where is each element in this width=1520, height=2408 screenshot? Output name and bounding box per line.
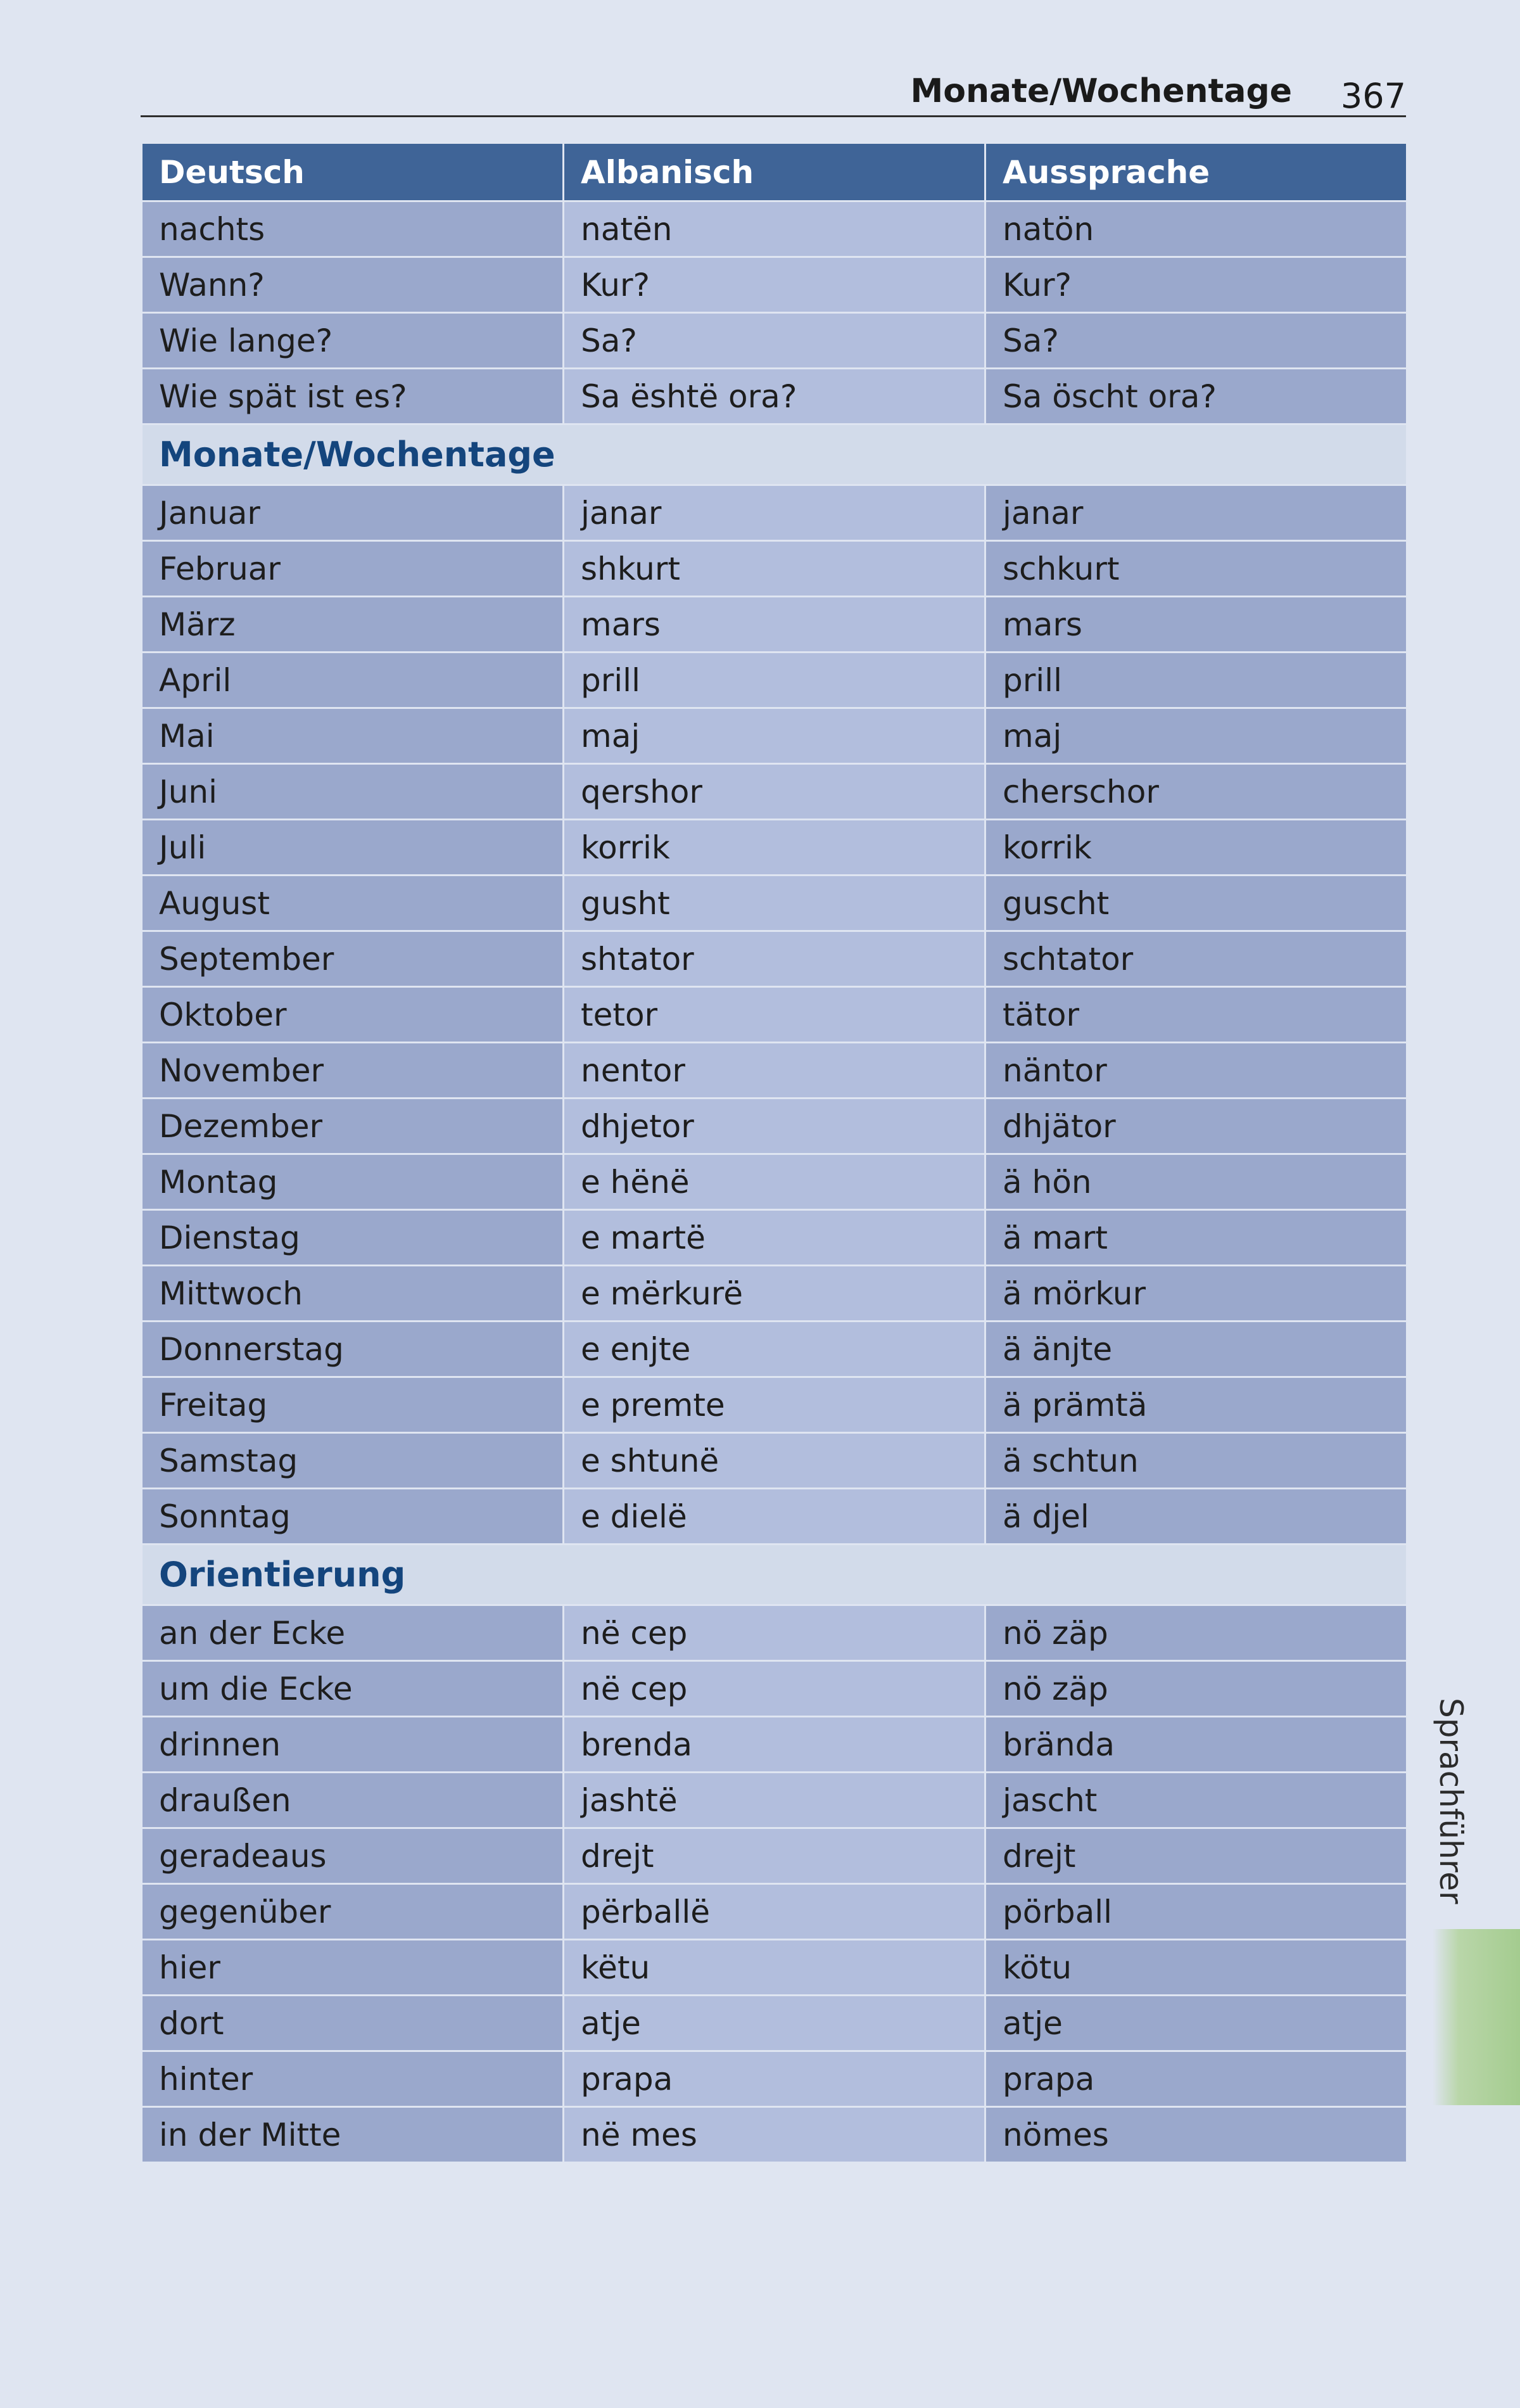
table-row	[142, 1828, 1407, 1884]
cell-albanian: këtu	[564, 1940, 985, 1996]
table-row	[142, 1322, 1407, 1377]
cell-albanian: shtator	[564, 931, 985, 987]
cell-pronunciation: atje	[985, 1996, 1407, 2051]
cell-albanian: në cep	[564, 1605, 985, 1661]
cell-german: Oktober	[142, 987, 564, 1043]
cell-albanian: nentor	[564, 1043, 985, 1099]
cell-albanian: e dielë	[564, 1489, 985, 1545]
cell-albanian: jashtë	[564, 1773, 985, 1828]
cell-german: Mai	[142, 708, 564, 764]
table-row	[142, 2051, 1407, 2107]
table-row	[142, 931, 1407, 987]
running-title: Monate/Wochentage	[910, 72, 1292, 110]
table-header-row	[142, 143, 1407, 201]
cell-german: Samstag	[142, 1433, 564, 1489]
cell-pronunciation: nö zäp	[985, 1605, 1407, 1661]
cell-german: Januar	[142, 485, 564, 541]
cell-pronunciation: ä djel	[985, 1489, 1407, 1545]
cell-german: dort	[142, 1996, 564, 2051]
cell-german: hinter	[142, 2051, 564, 2107]
cell-german: November	[142, 1043, 564, 1099]
cell-pronunciation: brända	[985, 1717, 1407, 1773]
cell-pronunciation: kötu	[985, 1940, 1407, 1996]
cell-pronunciation: näntor	[985, 1043, 1407, 1099]
cell-albanian: e hënë	[564, 1154, 985, 1210]
table-row	[142, 708, 1407, 764]
cell-albanian: Sa është ora?	[564, 369, 985, 424]
table-row	[142, 1377, 1407, 1433]
cell-german: Donnerstag	[142, 1322, 564, 1377]
table-row	[142, 1884, 1407, 1940]
cell-pronunciation: nö zäp	[985, 1661, 1407, 1717]
cell-albanian: mars	[564, 597, 985, 653]
table-row	[142, 485, 1407, 541]
cell-pronunciation: Sa öscht ora?	[985, 369, 1407, 424]
cell-pronunciation: dhjätor	[985, 1099, 1407, 1154]
cell-pronunciation: prill	[985, 653, 1407, 708]
table-row	[142, 820, 1407, 876]
table-row	[142, 876, 1407, 931]
cell-pronunciation: guscht	[985, 876, 1407, 931]
table-row	[142, 1433, 1407, 1489]
cell-german: Freitag	[142, 1377, 564, 1433]
table-row	[142, 1043, 1407, 1099]
cell-pronunciation: drejt	[985, 1828, 1407, 1884]
cell-german: März	[142, 597, 564, 653]
cell-german: um die Ecke	[142, 1661, 564, 1717]
cell-albanian: e martë	[564, 1210, 985, 1266]
column-header-albanisch: Albanisch	[564, 143, 985, 201]
cell-albanian: përballë	[564, 1884, 985, 1940]
table-row	[142, 1266, 1407, 1322]
cell-german: August	[142, 876, 564, 931]
cell-german: Sonntag	[142, 1489, 564, 1545]
cell-albanian: gusht	[564, 876, 985, 931]
cell-pronunciation: cherschor	[985, 764, 1407, 820]
table-row	[142, 1489, 1407, 1545]
cell-albanian: e shtunë	[564, 1433, 985, 1489]
cell-pronunciation: Sa?	[985, 313, 1407, 369]
table-row	[142, 764, 1407, 820]
cell-german: in der Mitte	[142, 2107, 564, 2163]
cell-albanian: Sa?	[564, 313, 985, 369]
table-row	[142, 541, 1407, 597]
cell-pronunciation: ä schtun	[985, 1433, 1407, 1489]
cell-albanian: në mes	[564, 2107, 985, 2163]
cell-german: Montag	[142, 1154, 564, 1210]
table-row	[142, 369, 1407, 424]
cell-german: Wie lange?	[142, 313, 564, 369]
cell-german: Juli	[142, 820, 564, 876]
section-row	[142, 1545, 1407, 1605]
section-heading-months: Monate/Wochentage	[142, 424, 1407, 485]
cell-albanian: janar	[564, 485, 985, 541]
cell-albanian: e mërkurë	[564, 1266, 985, 1322]
side-tab-label	[1433, 1698, 1472, 1904]
side-tab-text: Sprachführer	[1433, 1698, 1469, 1904]
cell-pronunciation: Kur?	[985, 257, 1407, 313]
column-header-aussprache: Aussprache	[985, 143, 1407, 201]
cell-pronunciation: korrik	[985, 820, 1407, 876]
cell-german: Dezember	[142, 1099, 564, 1154]
cell-albanian: shkurt	[564, 541, 985, 597]
table-row	[142, 2107, 1407, 2163]
table-row	[142, 313, 1407, 369]
cell-albanian: në cep	[564, 1661, 985, 1717]
cell-pronunciation: ä hön	[985, 1154, 1407, 1210]
table-row	[142, 1210, 1407, 1266]
cell-albanian: prill	[564, 653, 985, 708]
cell-german: September	[142, 931, 564, 987]
cell-german: Februar	[142, 541, 564, 597]
table-row	[142, 257, 1407, 313]
cell-german: Wann?	[142, 257, 564, 313]
table-row	[142, 1940, 1407, 1996]
cell-albanian: e premte	[564, 1377, 985, 1433]
cell-pronunciation: janar	[985, 485, 1407, 541]
cell-pronunciation: nömes	[985, 2107, 1407, 2163]
cell-german: drinnen	[142, 1717, 564, 1773]
cell-albanian: drejt	[564, 1828, 985, 1884]
cell-german: April	[142, 653, 564, 708]
cell-albanian: maj	[564, 708, 985, 764]
section-row	[142, 424, 1407, 485]
cell-pronunciation: schkurt	[985, 541, 1407, 597]
cell-german: nachts	[142, 201, 564, 257]
cell-albanian: tetor	[564, 987, 985, 1043]
table-row	[142, 1996, 1407, 2051]
cell-german: draußen	[142, 1773, 564, 1828]
table-row	[142, 201, 1407, 257]
table-row	[142, 1773, 1407, 1828]
cell-pronunciation: schtator	[985, 931, 1407, 987]
cell-german: Dienstag	[142, 1210, 564, 1266]
cell-german: Wie spät ist es?	[142, 369, 564, 424]
cell-albanian: korrik	[564, 820, 985, 876]
cell-pronunciation: prapa	[985, 2051, 1407, 2107]
cell-albanian: dhjetor	[564, 1099, 985, 1154]
cell-albanian: natën	[564, 201, 985, 257]
cell-pronunciation: ä änjte	[985, 1322, 1407, 1377]
table-row	[142, 1605, 1407, 1661]
page-number: 367	[1340, 76, 1406, 116]
cell-pronunciation: jascht	[985, 1773, 1407, 1828]
cell-pronunciation: natön	[985, 201, 1407, 257]
table-row	[142, 987, 1407, 1043]
cell-albanian: qershor	[564, 764, 985, 820]
cell-pronunciation: ä mörkur	[985, 1266, 1407, 1322]
cell-pronunciation: tätor	[985, 987, 1407, 1043]
table-row	[142, 1717, 1407, 1773]
table-row	[142, 1661, 1407, 1717]
side-tab-marker	[1433, 1929, 1520, 2105]
cell-pronunciation: ä prämtä	[985, 1377, 1407, 1433]
cell-german: geradeaus	[142, 1828, 564, 1884]
cell-albanian: Kur?	[564, 257, 985, 313]
cell-pronunciation: ä mart	[985, 1210, 1407, 1266]
cell-albanian: e enjte	[564, 1322, 985, 1377]
table-row	[142, 1154, 1407, 1210]
cell-german: Juni	[142, 764, 564, 820]
running-head	[141, 70, 1406, 117]
cell-pronunciation: mars	[985, 597, 1407, 653]
cell-german: hier	[142, 1940, 564, 1996]
cell-german: gegenüber	[142, 1884, 564, 1940]
vocabulary-table	[141, 142, 1408, 2163]
cell-german: Mittwoch	[142, 1266, 564, 1322]
section-heading-orientation: Orientierung	[142, 1545, 1407, 1605]
cell-german: an der Ecke	[142, 1605, 564, 1661]
table-row	[142, 597, 1407, 653]
column-header-deutsch: Deutsch	[142, 143, 564, 201]
table-row	[142, 653, 1407, 708]
cell-albanian: prapa	[564, 2051, 985, 2107]
cell-pronunciation: pörball	[985, 1884, 1407, 1940]
cell-albanian: atje	[564, 1996, 985, 2051]
cell-albanian: brenda	[564, 1717, 985, 1773]
table-row	[142, 1099, 1407, 1154]
cell-pronunciation: maj	[985, 708, 1407, 764]
